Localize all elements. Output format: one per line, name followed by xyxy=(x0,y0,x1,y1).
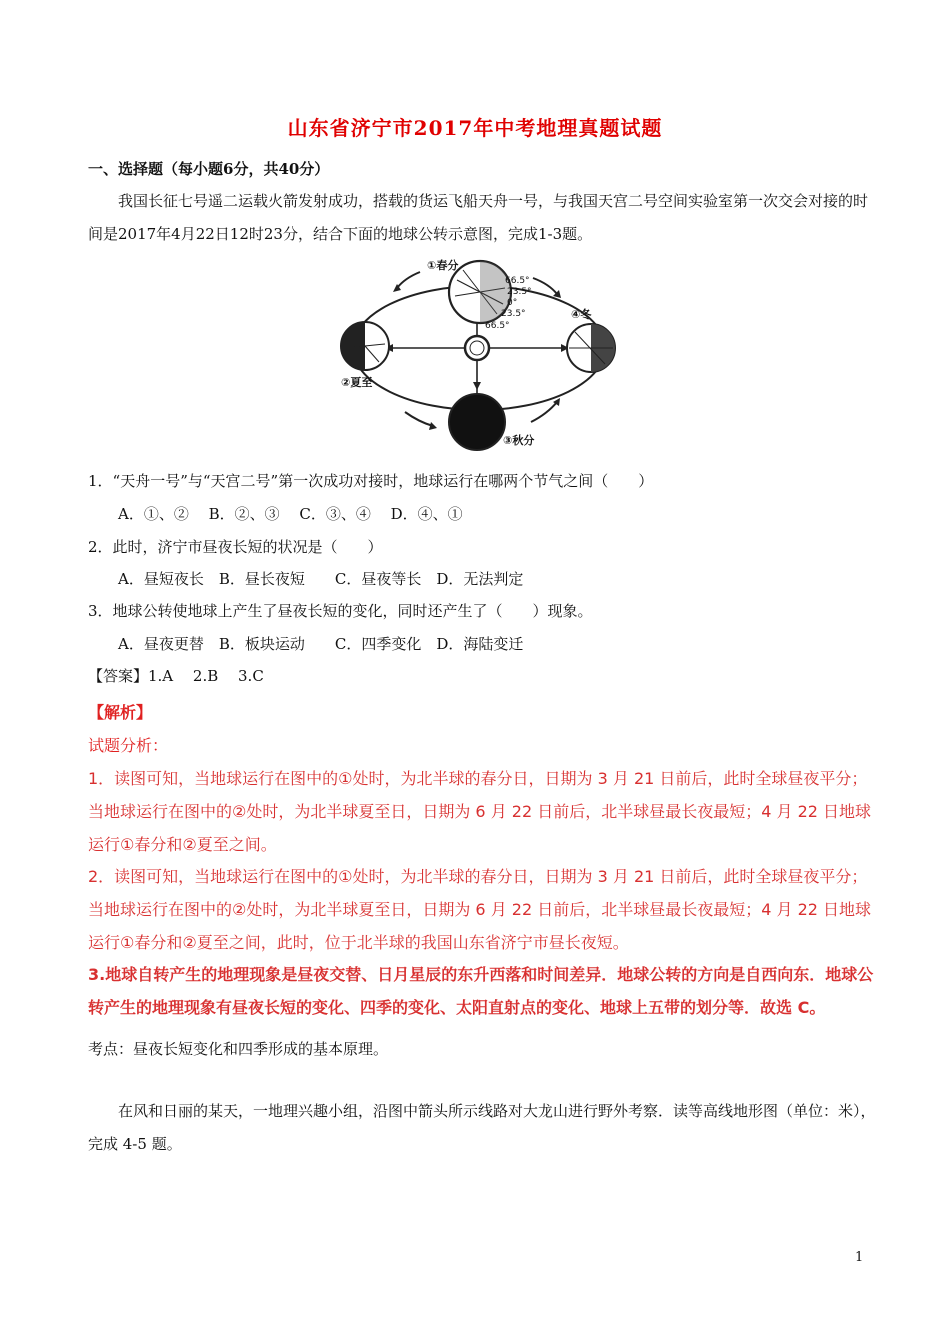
intro-paragraph: 我国长征七号遥二运载火箭发射成功，搭载的货运飞船天舟一号，与我国天宫二号空间实验室第一次交会对接的时间是2017年4月22日12时23分，结合下面的地球公转示意图，完成1-3题。 xyxy=(88,192,869,243)
analysis-item-3: 3.地球自转产生的地理现象是昼夜交替、日月星辰的东升西落和时间差异．地球公转的方向是自西向东．地球公转产生的地理现象有昼夜长短的变化、四季的变化、太阳直射点的变化、地球上五带的划分等．故选 C。 xyxy=(88,965,874,1017)
analysis-item-2: 2．读图可知，当地球运行在图中的①处时，为北半球的春分日，日期为 3 月 21 日前后，此时全球昼夜平分；当地球运行在图中的②处时，为北半球夏至日，日期为 6 月 22 日前后，北半球昼最长夜最短；4 月 22 日地球运行①春分和②夏至之间，此时，位于北半球的我国山东省济宁市昼长夜短。 xyxy=(88,867,872,952)
question-1-options: A．①、② B．②、③ C．③、④ D．④、① xyxy=(118,505,463,523)
earth-summer xyxy=(341,322,389,370)
svg-text:23.5°: 23.5° xyxy=(501,309,526,319)
question-2-stem: 2．此时，济宁市昼夜长短的状况是（ ） xyxy=(88,538,383,556)
earth-autumn xyxy=(449,394,505,450)
page-number: 1 xyxy=(855,1250,864,1265)
arrow-down xyxy=(473,382,481,390)
label-summer: ②夏至 xyxy=(341,376,373,389)
kaodian-line: 考点：昼夜长短变化和四季形成的基本原理。 xyxy=(88,1040,389,1058)
label-spring: ①春分 xyxy=(427,259,459,272)
analysis-subheading: 试题分析： xyxy=(88,736,169,755)
question-1-stem: 1．“天舟一号”与“天宫二号”第一次成功对接时，地球运行在哪两个节气之间（ ） xyxy=(88,472,654,490)
earth-revolution-diagram xyxy=(335,252,625,460)
section-heading: 一、选择题（每小题6分，共40分） xyxy=(88,160,330,178)
analysis-item-1: 1．读图可知，当地球运行在图中的①处时，为北半球的春分日，日期为 3 月 21 日前后，此时全球昼夜平分；当地球运行在图中的②处时，为北半球夏至日，日期为 6 月 22 日前后，北半球昼最长夜最短；4 月 22 日地球运行①春分和②夏至之间。 xyxy=(88,769,872,854)
analysis-heading: 【解析】 xyxy=(88,703,153,722)
svg-text:66.5°: 66.5° xyxy=(505,276,530,286)
page-title: 山东省济宁市2017年中考地理真题试题 xyxy=(287,116,663,140)
question-2-options: A．昼短夜长 B．昼长夜短 C．昼夜等长 D．无法判定 xyxy=(118,570,524,588)
earth-winter xyxy=(567,324,615,372)
label-winter: ④冬 xyxy=(571,308,592,321)
question-3-stem: 3．地球公转使地球上产生了昼夜长短的变化，同时还产生了（ ）现象。 xyxy=(88,602,593,620)
next-intro-paragraph: 在风和日丽的某天，一地理兴趣小组，沿图中箭头所示线路对大龙山进行野外考察．读等高线地形图（单位：米），完成 4-5 题。 xyxy=(88,1102,876,1153)
svg-text:23.5°: 23.5° xyxy=(507,287,532,297)
answer-line: 【答案】1.A 2.B 3.C xyxy=(88,667,264,685)
svg-text:66.5°: 66.5° xyxy=(485,321,510,331)
svg-text:0°: 0° xyxy=(507,298,518,308)
label-autumn: ③秋分 xyxy=(503,434,535,447)
question-3-options: A．昼夜更替 B．板块运动 C．四季变化 D．海陆变迁 xyxy=(118,635,524,653)
